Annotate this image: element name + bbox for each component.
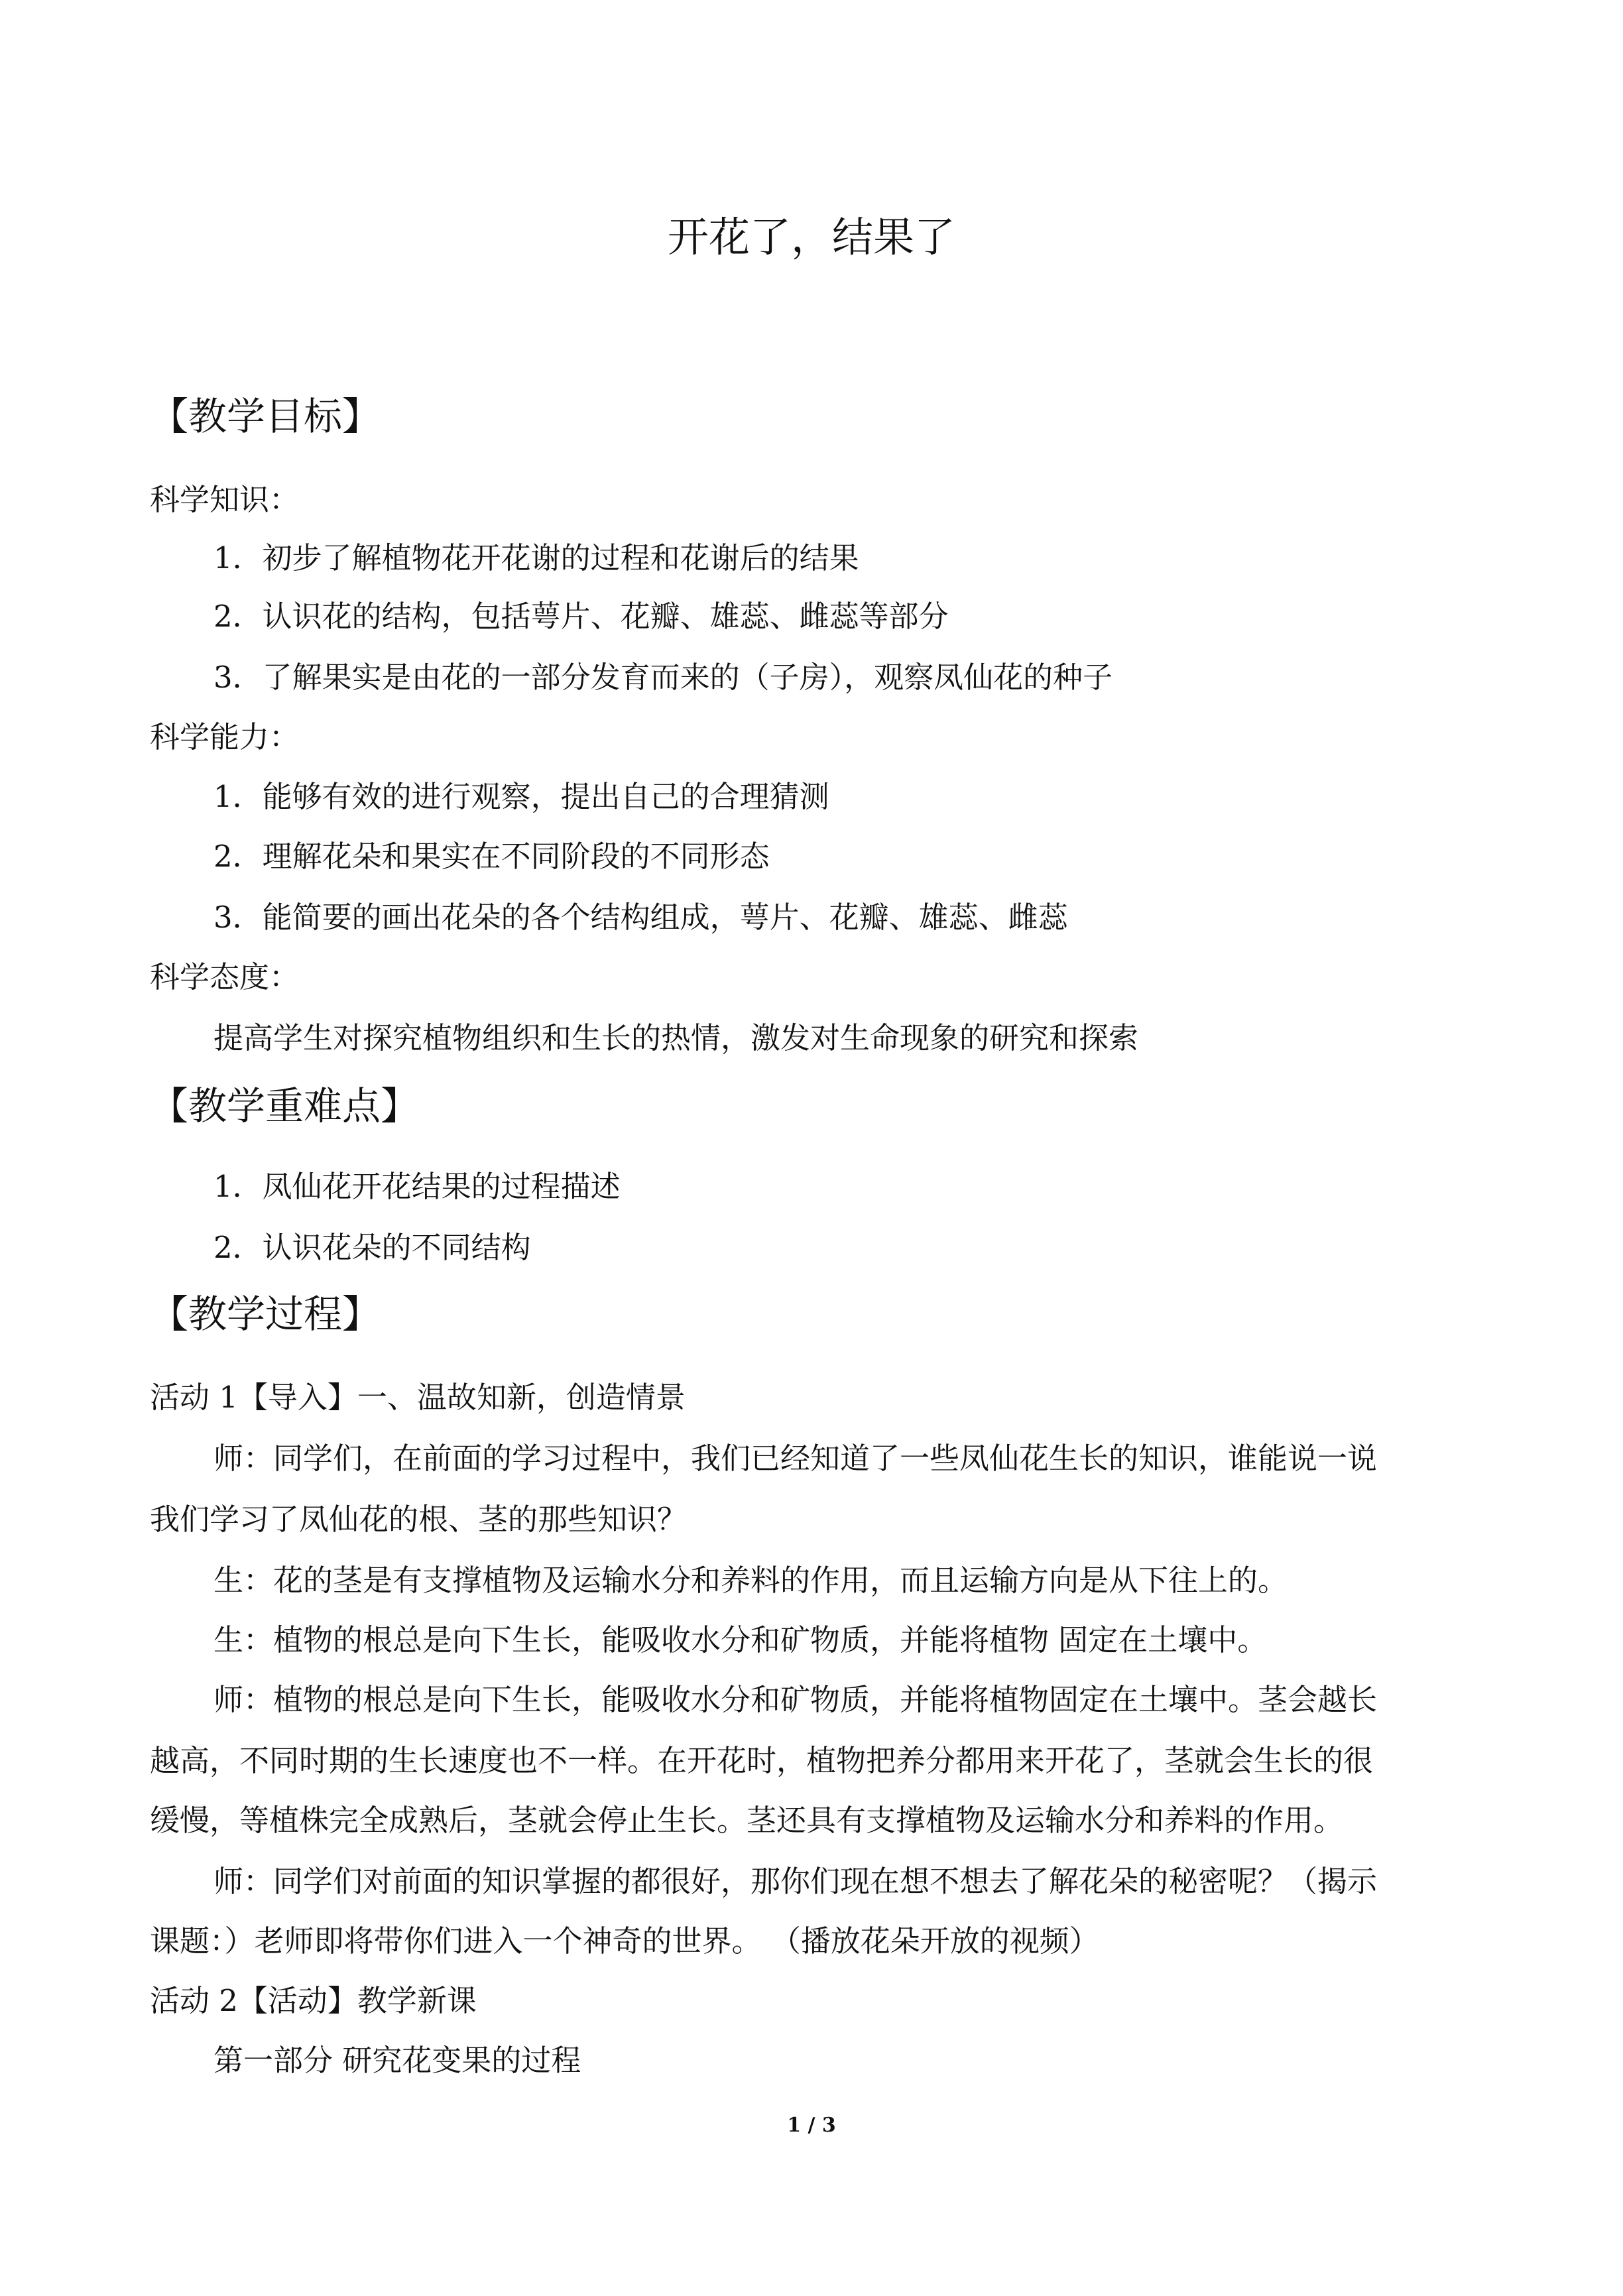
paragraph-line: 生：花的茎是有支撑植物及运输水分和养料的作用，而且运输方向是从下往上的。 [213,1563,1288,1598]
heading-process: 【教学过程】 [150,1292,381,1337]
page-number: 1 / 3 [787,2114,836,2137]
heading-keypoints: 【教学重难点】 [150,1083,420,1128]
heading-objectives: 【教学目标】 [150,394,381,439]
paragraph-line: 师：植物的根总是向下生长，能吸收水分和矿物质，并能将植物固定在土壤中。茎会越长 [213,1682,1378,1717]
attitude-text: 提高学生对探究植物组织和生长的热情，激发对生命现象的研究和探索 [213,1020,1139,1056]
label-attitude: 科学态度： [150,959,300,995]
knowledge-item-3: 3．了解果实是由花的一部分发育而来的（子房），观察凤仙花的种子 [213,660,1113,695]
ability-item-3: 3．能简要的画出花朵的各个结构组成，萼片、花瓣、雄蕊、雌蕊 [213,900,1068,935]
ability-item-1: 1．能够有效的进行观察，提出自己的合理猜测 [213,779,829,814]
activity-1-label: 活动 1【导入】一、温故知新，创造情景 [150,1380,686,1415]
activity-2-label: 活动 2【活动】教学新课 [150,1983,477,2018]
knowledge-item-2: 2．认识花的结构，包括萼片、花瓣、雄蕊、雌蕊等部分 [213,599,949,634]
paragraph-line: 越高，不同时期的生长速度也不一样。在开花时，植物把养分都用来开花了，茎就会生长的很 [150,1743,1374,1778]
keypoint-item-1: 1．凤仙花开花结果的过程描述 [213,1169,621,1204]
knowledge-item-1: 1．初步了解植物花开花谢的过程和花谢后的结果 [213,540,859,575]
label-ability: 科学能力： [150,719,300,755]
paragraph-line: 我们学习了凤仙花的根、茎的那些知识？ [150,1502,688,1537]
ability-item-2: 2．理解花朵和果实在不同阶段的不同形态 [213,839,770,874]
label-knowledge: 科学知识： [150,482,300,517]
paragraph-line: 缓慢，等植株完全成熟后，茎就会停止生长。茎还具有支撑植物及运输水分和养料的作用。 [150,1803,1344,1838]
paragraph-line: 师：同学们，在前面的学习过程中，我们已经知道了一些凤仙花生长的知识，谁能说一说 [213,1441,1378,1476]
paragraph-line: 生：植物的根总是向下生长，能吸收水分和矿物质，并能将植物 固定在土壤中。 [213,1622,1268,1658]
paragraph-line: 课题：）老师即将带你们进入一个神奇的世界。 （播放花朵开放的视频） [150,1923,1099,1959]
part-1-heading: 第一部分 研究花变果的过程 [213,2043,581,2078]
paragraph-line: 师：同学们对前面的知识掌握的都很好，那你们现在想不想去了解花朵的秘密呢？（揭示 [213,1864,1378,1899]
keypoint-item-2: 2．认识花朵的不同结构 [213,1230,531,1265]
document-title: 开花了，结果了 [667,213,955,261]
